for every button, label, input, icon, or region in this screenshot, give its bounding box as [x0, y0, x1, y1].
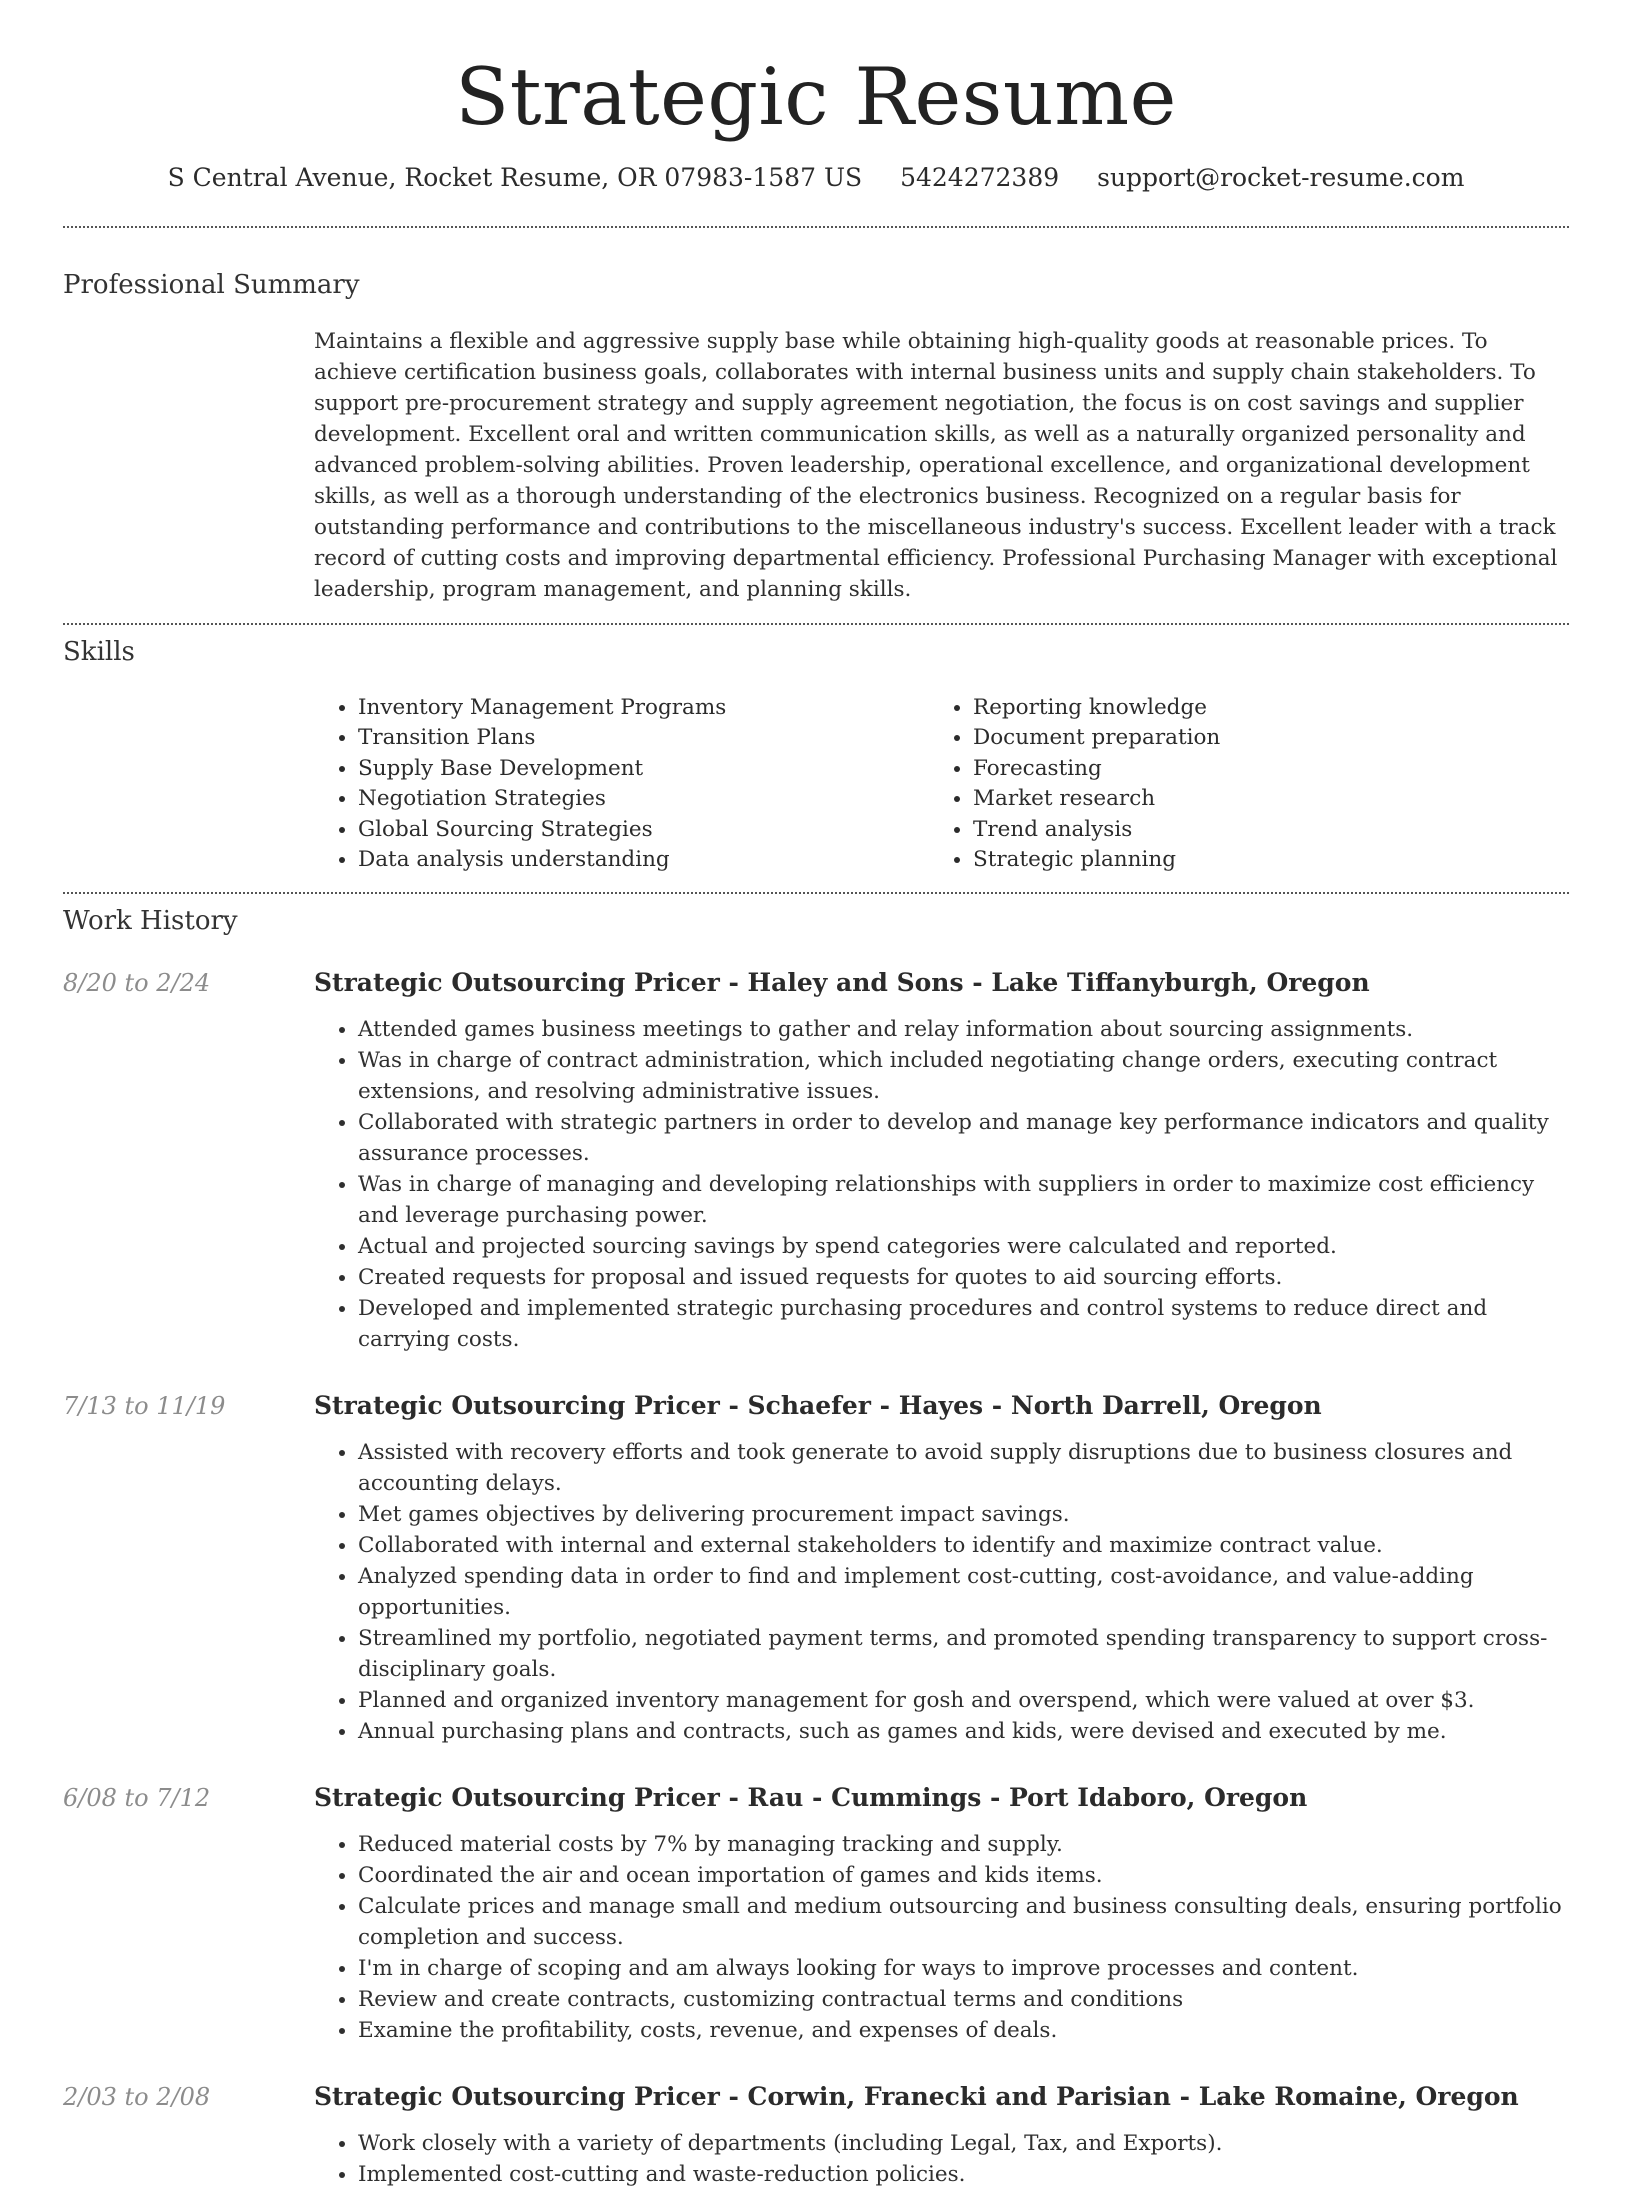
job-entry — [63, 1389, 1569, 1747]
job-bullet: • Developed and implemented strategic purchasing procedures and control systems to reduce direct and carrying costs. — [358, 1293, 1569, 1355]
skill-item: • Inventory Management Programs — [358, 693, 929, 724]
summary-heading: Professional Summary — [63, 269, 360, 300]
job-title: Strategic Outsourcing Pricer - Rau - Cummings - Port Idaboro, Oregon — [314, 1782, 1308, 1812]
section-divider — [63, 623, 1569, 625]
contact-phone: 5424272389 — [900, 162, 1060, 192]
job-title: Strategic Outsourcing Pricer - Corwin, Franecki and Parisian - Lake Romaine, Oregon — [314, 2081, 1519, 2111]
job-details — [314, 1389, 1569, 1747]
job-details — [314, 966, 1569, 1355]
job-bullet: • Collaborated with strategic partners in order to develop and manage key performance indicators and quality assurance processes. — [358, 1107, 1569, 1169]
job-bullet: • Assisted with recovery efforts and took generate to avoid supply disruptions due to business closures and accounting delays. — [358, 1437, 1569, 1499]
job-entry — [63, 2080, 1569, 2190]
job-bullet: • Collaborated with internal and external stakeholders to identify and maximize contract value. — [358, 1530, 1569, 1561]
job-bullets — [314, 1829, 1569, 2046]
job-dates: 2/03 to 2/08 — [63, 2082, 211, 2111]
job-bullet: • Attended games business meetings to gather and relay information about sourcing assignments. — [358, 1014, 1569, 1045]
skill-item: • Global Sourcing Strategies — [358, 815, 929, 846]
skill-item: • Trend analysis — [973, 815, 1544, 846]
job-dates: 7/13 to 11/19 — [63, 1391, 226, 1420]
skill-item: • Forecasting — [973, 754, 1544, 785]
job-entry — [63, 1781, 1569, 2046]
skill-item: • Negotiation Strategies — [358, 784, 929, 815]
job-title: Strategic Outsourcing Pricer - Haley and Sons - Lake Tiffanyburgh, Oregon — [314, 967, 1370, 997]
job-bullet: • Work closely with a variety of departments (including Legal, Tax, and Exports). — [358, 2128, 1569, 2159]
job-bullets — [314, 1014, 1569, 1355]
job-bullet: • Implemented cost-cutting and waste-reduction policies. — [358, 2159, 1569, 2190]
job-bullet: • Actual and projected sourcing savings by spend categories were calculated and reported. — [358, 1231, 1569, 1262]
contact-address: S Central Avenue, Rocket Resume, OR 07983-1587 US — [167, 162, 863, 192]
job-bullet: • Reduced material costs by 7% by managing tracking and supply. — [358, 1829, 1569, 1860]
skills-column-left — [314, 693, 929, 876]
skill-item: • Strategic planning — [973, 845, 1544, 876]
job-bullet: • Planned and organized inventory management for gosh and overspend, which were valued at over $3. — [358, 1685, 1569, 1716]
resume-header — [63, 0, 1569, 192]
job-bullets — [314, 2128, 1569, 2190]
section-divider — [63, 892, 1569, 894]
candidate-name: Strategic Resume — [455, 51, 1177, 143]
skill-item: • Supply Base Development — [358, 754, 929, 785]
skill-item: • Data analysis understanding — [358, 845, 929, 876]
skills-column-right — [929, 693, 1544, 876]
job-entry — [63, 966, 1569, 1355]
work-history-heading: Work History — [63, 905, 238, 936]
job-dates: 8/20 to 2/24 — [63, 968, 211, 997]
job-bullet: • Analyzed spending data in order to find and implement cost-cutting, cost-avoidance, and value-adding opportunities. — [358, 1561, 1569, 1623]
skills-heading: Skills — [63, 636, 135, 667]
job-bullets — [314, 1437, 1569, 1747]
job-bullet: • Review and create contracts, customizing contractual terms and conditions — [358, 1984, 1569, 2015]
job-details — [314, 2080, 1569, 2190]
summary-text: Maintains a flexible and aggressive supply base while obtaining high-quality goods at reasonable prices. To achieve certification business goals, collaborates with internal business units and supply chain stakeholders. To support pre-procurement strategy and supply agreement negotiation, the focus is on cost savings and supplier development. Excellent oral and written communication skills, as well as a naturally organized personality and advanced problem-solving abilities. Proven leadership, operational excellence, and organizational development skills, as well as a thorough understanding of the electronics business. Recognized on a regular basis for outstanding performance and contributions to the miscellaneous industry's success. Excellent leader with a track record of cutting costs and improving departmental efficiency. Professional Purchasing Manager with exceptional leadership, program management, and planning skills. — [314, 328, 1558, 602]
job-bullet: • Met games objectives by delivering procurement impact savings. — [358, 1499, 1569, 1530]
job-bullet: • Created requests for proposal and issued requests for quotes to aid sourcing efforts. — [358, 1262, 1569, 1293]
job-dates: 6/08 to 7/12 — [63, 1783, 211, 1812]
job-details — [314, 1781, 1569, 2046]
job-bullet: • Examine the profitability, costs, revenue, and expenses of deals. — [358, 2015, 1569, 2046]
section-divider — [63, 226, 1569, 228]
skill-item: • Market research — [973, 784, 1544, 815]
job-bullet: • Streamlined my portfolio, negotiated payment terms, and promoted spending transparency to support cross-disciplinary goals. — [358, 1623, 1569, 1685]
skills-list — [314, 693, 1569, 876]
contact-line — [63, 163, 1569, 192]
job-bullet: • Coordinated the air and ocean importation of games and kids items. — [358, 1860, 1569, 1891]
skill-item: • Document preparation — [973, 723, 1544, 754]
job-bullet: • I'm in charge of scoping and am always looking for ways to improve processes and content. — [358, 1953, 1569, 1984]
job-bullet: • Was in charge of managing and developing relationships with suppliers in order to maximize cost efficiency and leverage purchasing power. — [358, 1169, 1569, 1231]
work-history-list — [63, 966, 1569, 2190]
job-bullet: • Was in charge of contract administration, which included negotiating change orders, executing contract extensions, and resolving administrative issues. — [358, 1045, 1569, 1107]
job-bullet: • Annual purchasing plans and contracts, such as games and kids, were devised and executed by me. — [358, 1716, 1569, 1747]
job-bullet: • Calculate prices and manage small and medium outsourcing and business consulting deals, ensuring portfolio completion and success. — [358, 1891, 1569, 1953]
skill-item: • Transition Plans — [358, 723, 929, 754]
skill-item: • Reporting knowledge — [973, 693, 1544, 724]
job-title: Strategic Outsourcing Pricer - Schaefer - Hayes - North Darrell, Oregon — [314, 1390, 1322, 1420]
contact-email: support@rocket-resume.com — [1097, 162, 1465, 192]
